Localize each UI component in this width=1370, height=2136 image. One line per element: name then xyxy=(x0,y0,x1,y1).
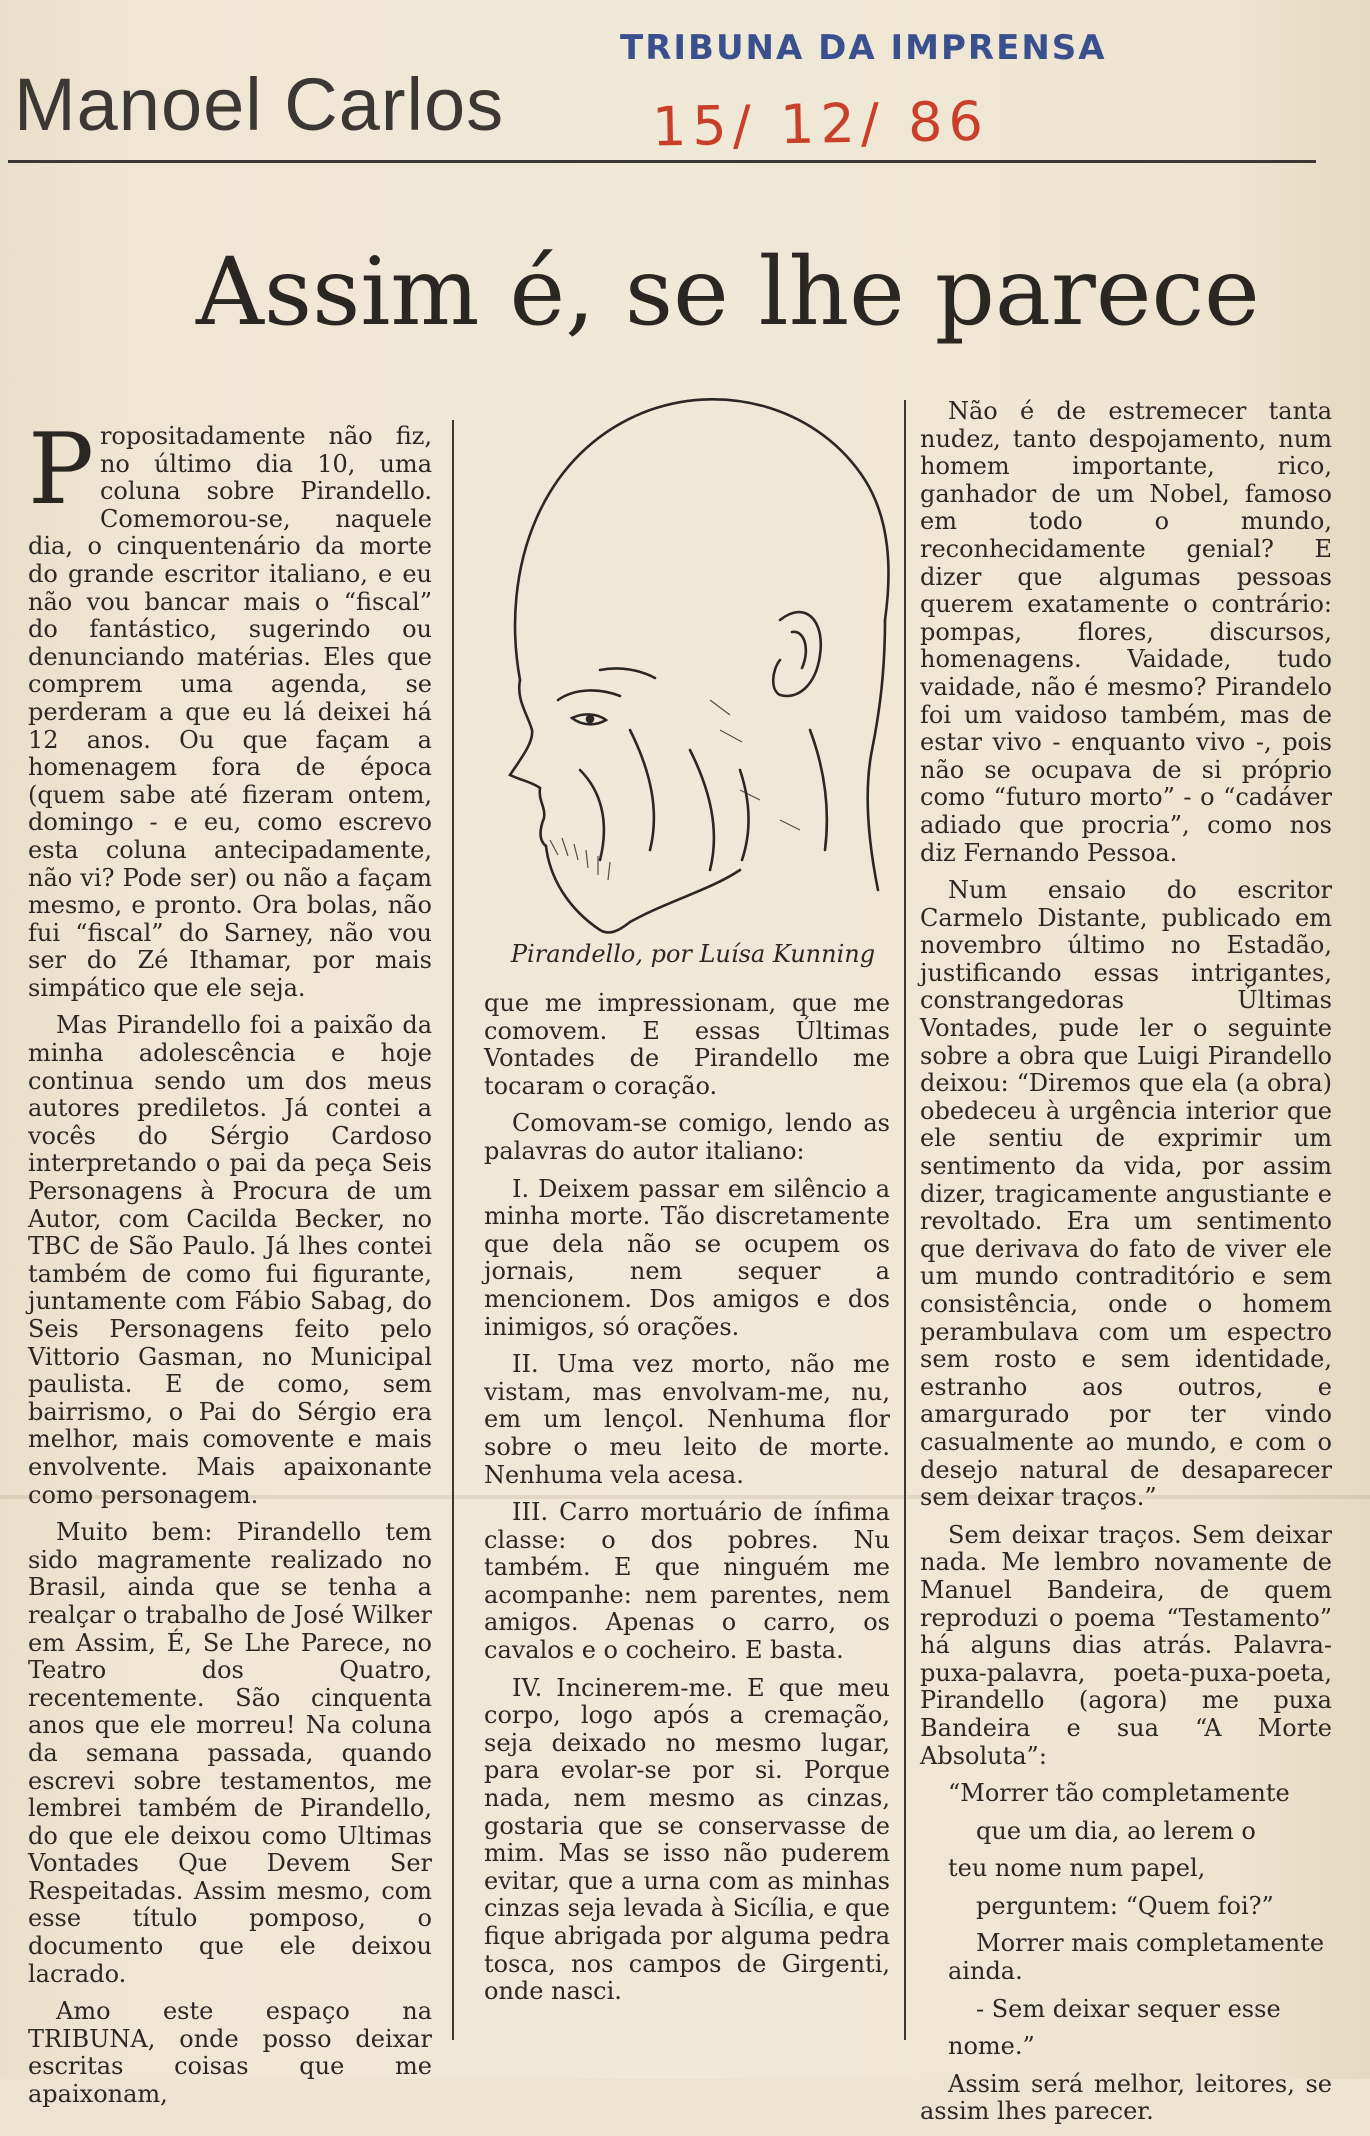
closing-paragraph: Assim será melhor, leitores, se assim lhes parecer. xyxy=(920,2069,1332,2126)
paragraph: Propositadamente não fiz, no último dia 10, uma coluna sobre Pirandello. Comemorou-se, naquele dia, o cinquentenário da morte do grande escritor italiano, e eu não vou bancar mais o “fiscal” do fantástico, sugerindo ou denunciando matérias. Eles que comprem uma agenda, se perderam a que eu lá deixei há 12 anos. Ou que façam a homenagem fora de época (quem sabe até fizeram ontem, domingo - e eu, como escrevo esta coluna antecipadamente, não vi? Pode ser) ou não a façam mesmo, e pronto. Ora bolas, não fui “fiscal” do Sarney, não vou ser do Zé Ithamar, por mais simpático que ele seja. xyxy=(28,413,432,1002)
paragraph: Num ensaio do escritor Carmelo Distante, publicado em novembro último no Estadão, justificando essas intrigantes, constrangedoras Últimas Vontades, pude ler o seguinte sobre a obra que Luigi Pirandello deixou: “Diremos que ela (a obra) obedeceu à urgência interior que ele sentiu de exprimir um sentimento da vida, por assim dizer, tragicamente angustiante e revoltado. Era um sentimento que derivava do fato de viver ele um mundo contraditório e sem consistência, onde o homem perambulava com um espectro sem rosto e sem identidade, estranho aos outros, e amargurado por ter vindo casualmente ao mundo, e com o desejo natural de desaparecer sem deixar traços.” xyxy=(920,876,1332,1512)
pirandello-portrait-illustration xyxy=(480,370,900,950)
poem-line: teu nome num papel, xyxy=(948,1854,1206,1883)
paragraph: Sem deixar traços. Sem deixar nada. Me lembro novamente de Manuel Bandeira, de quem reproduzi o poema “Testamento” há alguns dias atrás. Palavra-puxa-palavra, poeta-puxa-poeta, Pirandello (agora) me puxa Bandeira e sua “A Morte Absoluta”: xyxy=(920,1520,1332,1770)
paragraph: Muito bem: Pirandello tem sido magramente realizado no Brasil, ainda que se tenha a realçar o trabalho de José Wilker em Assim, É, Se Lhe Parece, no Teatro dos Quatro, recentemente. São cinquenta anos que ele morreu! Na coluna da semana passada, quando escrevi sobre testamentos, me lembrei também de Pirandello, do que ele deixou como Ultimas Vontades Que Devem Ser Respeitadas. Assim mesmo, com esse título pomposo, o documento que ele deixou lacrado. xyxy=(28,1518,432,1988)
paragraph: IV. Incinerem-me. E que meu corpo, logo após a cremação, seja deixado no mesmo lugar, para evolar-se por si. Porque nada, nem mesmo as cinzas, gostaria que se conservasse de mim. Mas se isso não puderem evitar, que a urna com as minhas cinzas seja levada à Sicília, e que fique abrigada por alguma pedra tosca, nos campos de Girgenti, onde nasci. xyxy=(484,1673,890,2006)
paragraph: III. Carro mortuário de ínfima classe: o dos pobres. Nu também. E que ninguém me acompanhe: nem parentes, nem amigos. Apenas o carro, os cavalos e o cocheiro. E basta. xyxy=(484,1498,890,1665)
article-column-3 xyxy=(920,398,1332,2136)
paragraph: Mas Pirandello foi a paixão da minha adolescência e hoje continua sendo um dos meus autores prediletos. Já contei a vocês do Sérgio Cardoso interpretando o pai da peça Seis Personagens à Procura de um Autor, com Cacilda Becker, no TBC de São Paulo. Já lhes contei também de como fui figurante, juntamente com Fábio Sabag, do Seis Personagens feito pelo Vittorio Gasman, no Municipal paulista. E de como, sem bairrismo, o Pai do Sérgio era melhor, mais comovente e mais envolvente. Mais apaixonante como personagem. xyxy=(28,1011,432,1509)
drop-cap: P xyxy=(28,413,94,527)
header-rule xyxy=(8,160,1316,163)
article-column-2 xyxy=(484,990,890,2016)
paragraph: Amo este espaço na TRIBUNA, onde posso deixar escritas coisas que me apaixonam, xyxy=(28,1997,432,2109)
paragraph: II. Uma vez morto, não me vistam, mas envolvam-me, nu, em um lençol. Nenhuma flor sobre o meu leito de morte. Nenhuma vela acesa. xyxy=(484,1350,890,1489)
column-divider xyxy=(904,400,906,2040)
handwritten-date: 15/ 12/ 86 xyxy=(651,89,990,159)
article-column-1 xyxy=(28,413,432,2119)
paragraph: Não é de estremecer tanta nudez, tanto despojamento, num homem importante, rico, ganhador de um Nobel, famoso em todo o mundo, reconhecidamente genial? E dizer que algumas pessoas querem exatamente o contrário: pompas, flores, discursos, homenagens. Vaidade, tudo vaidade, não é mesmo? Pirandelo foi um vaidoso também, mas de estar vivo - enquanto vivo -, pois não se ocupava de si próprio como “futuro morto” - o “cadáver adiado que procria”, como nos diz Fernando Pessoa. xyxy=(920,397,1332,867)
poem-line: que um dia, ao lerem o xyxy=(976,1816,1256,1845)
column-divider xyxy=(452,420,454,2040)
poem-line: Morrer mais completamente ainda. xyxy=(948,1929,1325,1986)
poem-line: nome.” xyxy=(948,2032,1035,2061)
illustration-caption: Pirandello, por Luísa Kunning xyxy=(510,940,876,968)
paragraph: que me impressionam, que me comovem. E essas Últimas Vontades de Pirandello me tocaram o coração. xyxy=(484,989,890,1100)
poem-line: perguntem: “Quem foi?” xyxy=(976,1891,1274,1920)
article-headline: Assim é, se lhe parece xyxy=(196,238,1260,347)
poem-quote xyxy=(920,1780,1332,2061)
poem-line: “Morrer tão completamente xyxy=(948,1779,1290,1808)
poem-line: - Sem deixar sequer esse xyxy=(976,1994,1281,2023)
paragraph: Comovam-se comigo, lendo as palavras do autor italiano: xyxy=(484,1109,890,1165)
newspaper-stamp: TRIBUNA DA IMPRENSA xyxy=(620,28,1107,68)
column-author: Manoel Carlos xyxy=(14,63,505,146)
paragraph: I. Deixem passar em silêncio a minha morte. Tão discretamente que dela não se ocupem os jornais, nem sequer a mencionem. Dos amigos e dos inimigos, só orações. xyxy=(484,1174,890,1341)
